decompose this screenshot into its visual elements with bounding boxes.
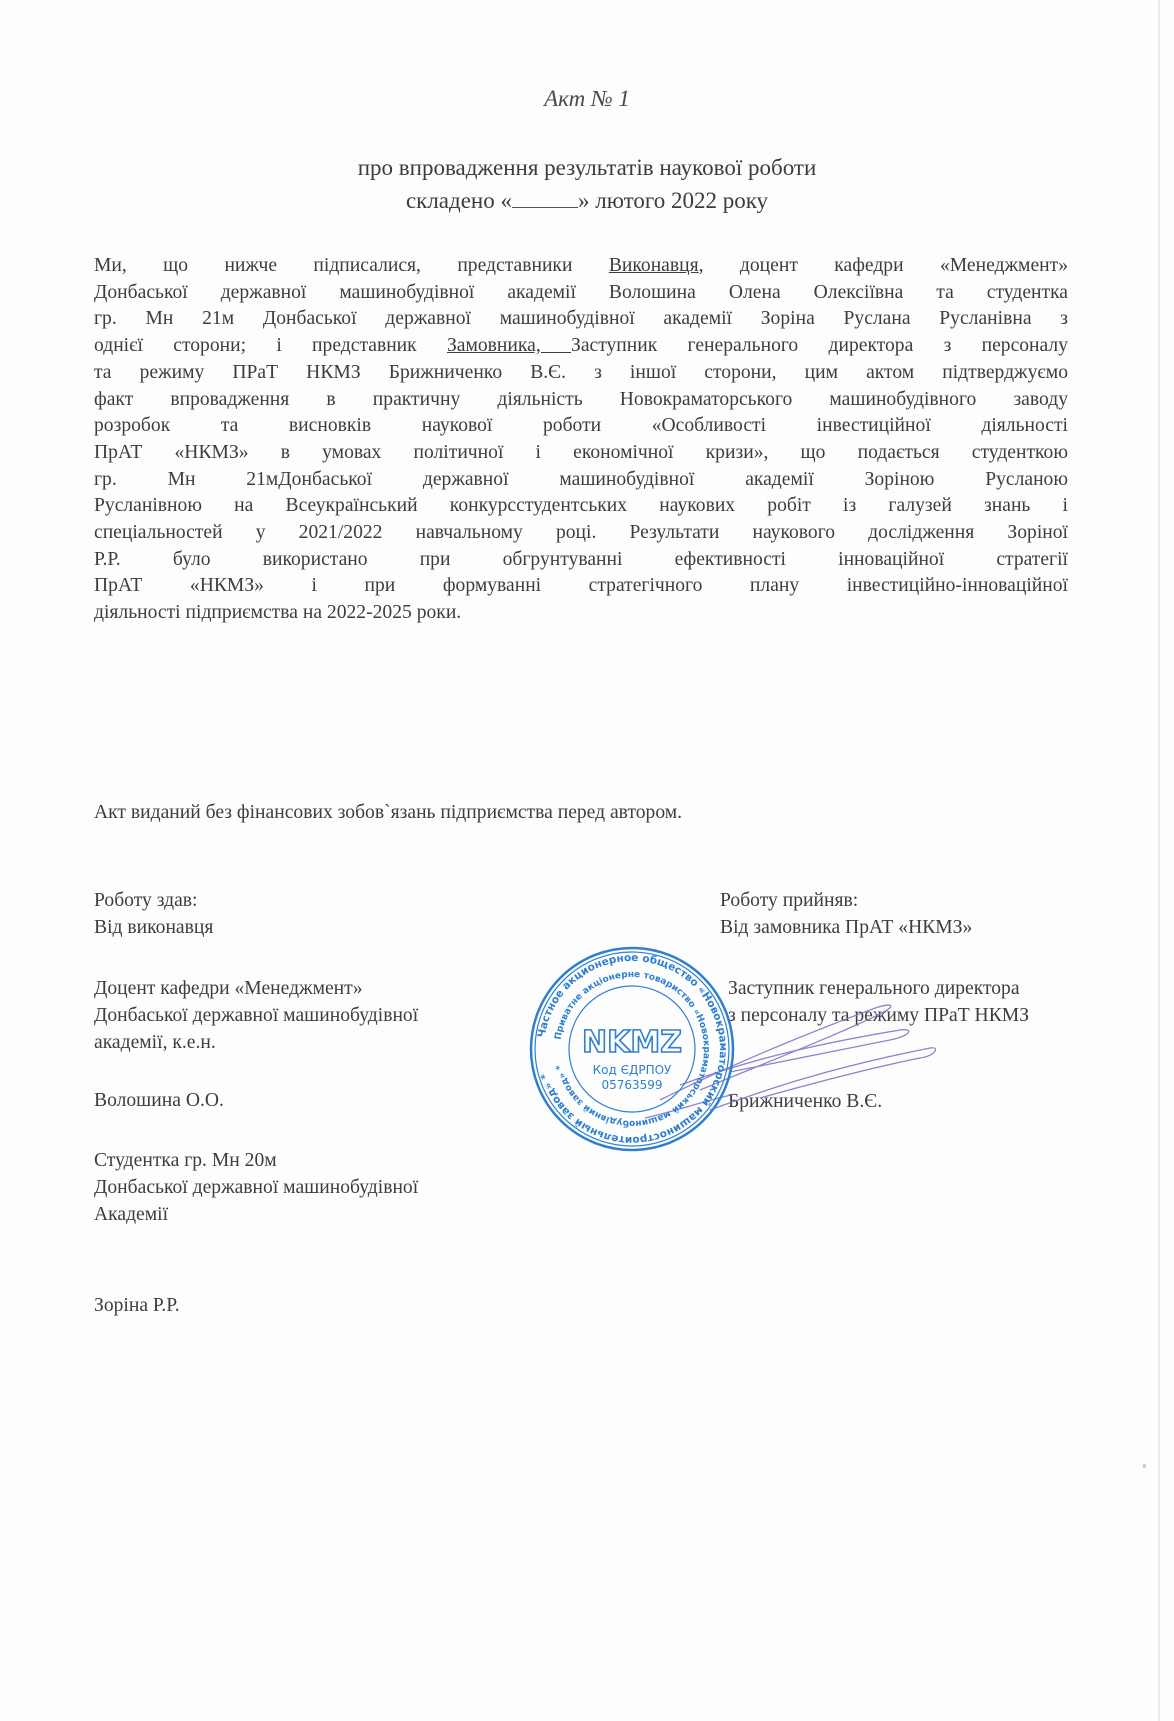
left-position-line2: Донбаської державної машинобудівної [94, 1005, 419, 1026]
document-subtitle: про впровадження результатів наукової роботи [357, 155, 817, 180]
right-position-line2: з персоналу та режиму ПРаТ НКМЗ [728, 1005, 1030, 1026]
body-text-run: спеціальностей у 2021/2022 навчальному році. Результати наукового дослідження Зоріної [94, 522, 1068, 544]
stamp-code: 05763599 [601, 1078, 663, 1092]
body-line [94, 413, 1068, 440]
body-text-run: Ми, що нижче підписалися, представники [94, 255, 609, 276]
company-stamp [527, 944, 737, 1154]
body-line [94, 573, 1068, 600]
document-title: Акт № 1 [544, 86, 630, 111]
body-line [94, 387, 1068, 414]
body-line [94, 467, 1068, 494]
body-text-run: ПрАТ «НКМЗ» і при формуванні стратегічного плану інвестиційно-інноваційної [94, 575, 1068, 597]
stamp-outer-text: Частное акционерное общество «Новокраматорский машиностроительный завод» * [535, 951, 730, 1147]
body-text-run: гр. Мн 21м Донбаської державної машинобудівної академії Зоріна Руслана Русланівна з [94, 308, 1068, 330]
underlined-party: Замовника, [446, 335, 571, 357]
body-text-run: Русланівною на Всеукраїнський конкурсстудентських наукових робіт із галузей знань і [94, 495, 1068, 517]
date-blank-field [512, 206, 578, 208]
financial-note: Акт виданий без фінансових зобов`язань підприємства перед автором. [94, 802, 683, 823]
body-line [94, 493, 1068, 520]
body-line [94, 280, 1068, 307]
body-line [94, 253, 1068, 280]
stamp-code-label: Код ЄДРПОУ [592, 1063, 672, 1077]
body-paragraph [94, 253, 1068, 627]
left-signer-name: Волошина О.О. [94, 1090, 224, 1111]
body-text-run: гр. Мн 21мДонбаської державної машинобудівної академії Зоріною Русланою [94, 468, 1068, 490]
body-text-run: Донбаської державної машинобудівної академії Волошина Олена Олексіївна та студентка [94, 281, 1068, 303]
right-from: Від замовника ПрАТ «НКМЗ» [720, 917, 973, 938]
signature-stroke [710, 1048, 935, 1110]
body-text-run: факт впровадження в практичну діяльність Новокраматорського машинобудівного заводу [94, 388, 1068, 410]
right-position-line1: Заступник генерального директора [728, 978, 1020, 999]
body-text-run: Р.Р. було використано при обгрунтуванні ефективності інноваційної стратегії [94, 548, 1068, 570]
underlined-party: Виконавця [608, 255, 699, 276]
left-position-line1: Доцент кафедри «Менеджмент» [94, 978, 363, 999]
student-name: Зоріна Р.Р. [94, 1295, 180, 1316]
page-edge [1158, 0, 1160, 1721]
body-line [94, 360, 1068, 387]
body-line [94, 547, 1068, 574]
right-label: Роботу прийняв: [720, 890, 859, 911]
left-from: Від виконавця [94, 917, 214, 938]
body-text-run: діяльності підприємства на 2022-2025 роки. [94, 602, 462, 624]
stamp-inner-text: Приватне акціонерне товариство «Новокраматорський машинобудівний завод» * [553, 969, 712, 1129]
body-line [94, 520, 1068, 547]
right-signature-header [720, 887, 972, 941]
stamp-logo: NKMZ [582, 1025, 682, 1060]
student-line1: Студентка гр. Мн 20м [94, 1150, 277, 1171]
student-line2: Донбаської державної машинобудівної [94, 1177, 419, 1198]
body-text-run: ПрАТ «НКМЗ» в умовах політичної і економічної кризи», що подається студенткою [94, 441, 1068, 463]
body-text-run: та режиму ПРаТ НКМЗ Брижниченко В.Є. з іншої сторони, цим актом підтверджуємо [94, 361, 1068, 383]
body-line [94, 440, 1068, 467]
date-suffix: » лютого 2022 року [577, 188, 769, 213]
body-line [94, 600, 1068, 627]
body-text-run: розробок та висновків наукової роботи «Особливості інвестиційної діяльності [94, 415, 1068, 437]
body-line [94, 306, 1068, 333]
left-position [94, 975, 418, 1056]
left-signature-header [94, 887, 213, 941]
body-text-run: Заступник генерального директора з персоналу [571, 335, 1068, 357]
document-date-line [0, 188, 1174, 214]
student-line3: Академії [94, 1204, 169, 1225]
left-label: Роботу здав: [94, 890, 198, 911]
right-signer-name: Брижниченко В.Є. [728, 1091, 883, 1112]
student-position [94, 1147, 418, 1228]
body-text-run: , доцент кафедри «Менеджмент» [698, 255, 1068, 276]
left-position-line3: академії, к.е.н. [94, 1032, 216, 1053]
body-line [94, 333, 1068, 360]
date-prefix: складено « [405, 188, 512, 213]
scan-speck [1143, 1464, 1146, 1468]
body-text-run: однієї сторони; і представник [94, 335, 447, 357]
